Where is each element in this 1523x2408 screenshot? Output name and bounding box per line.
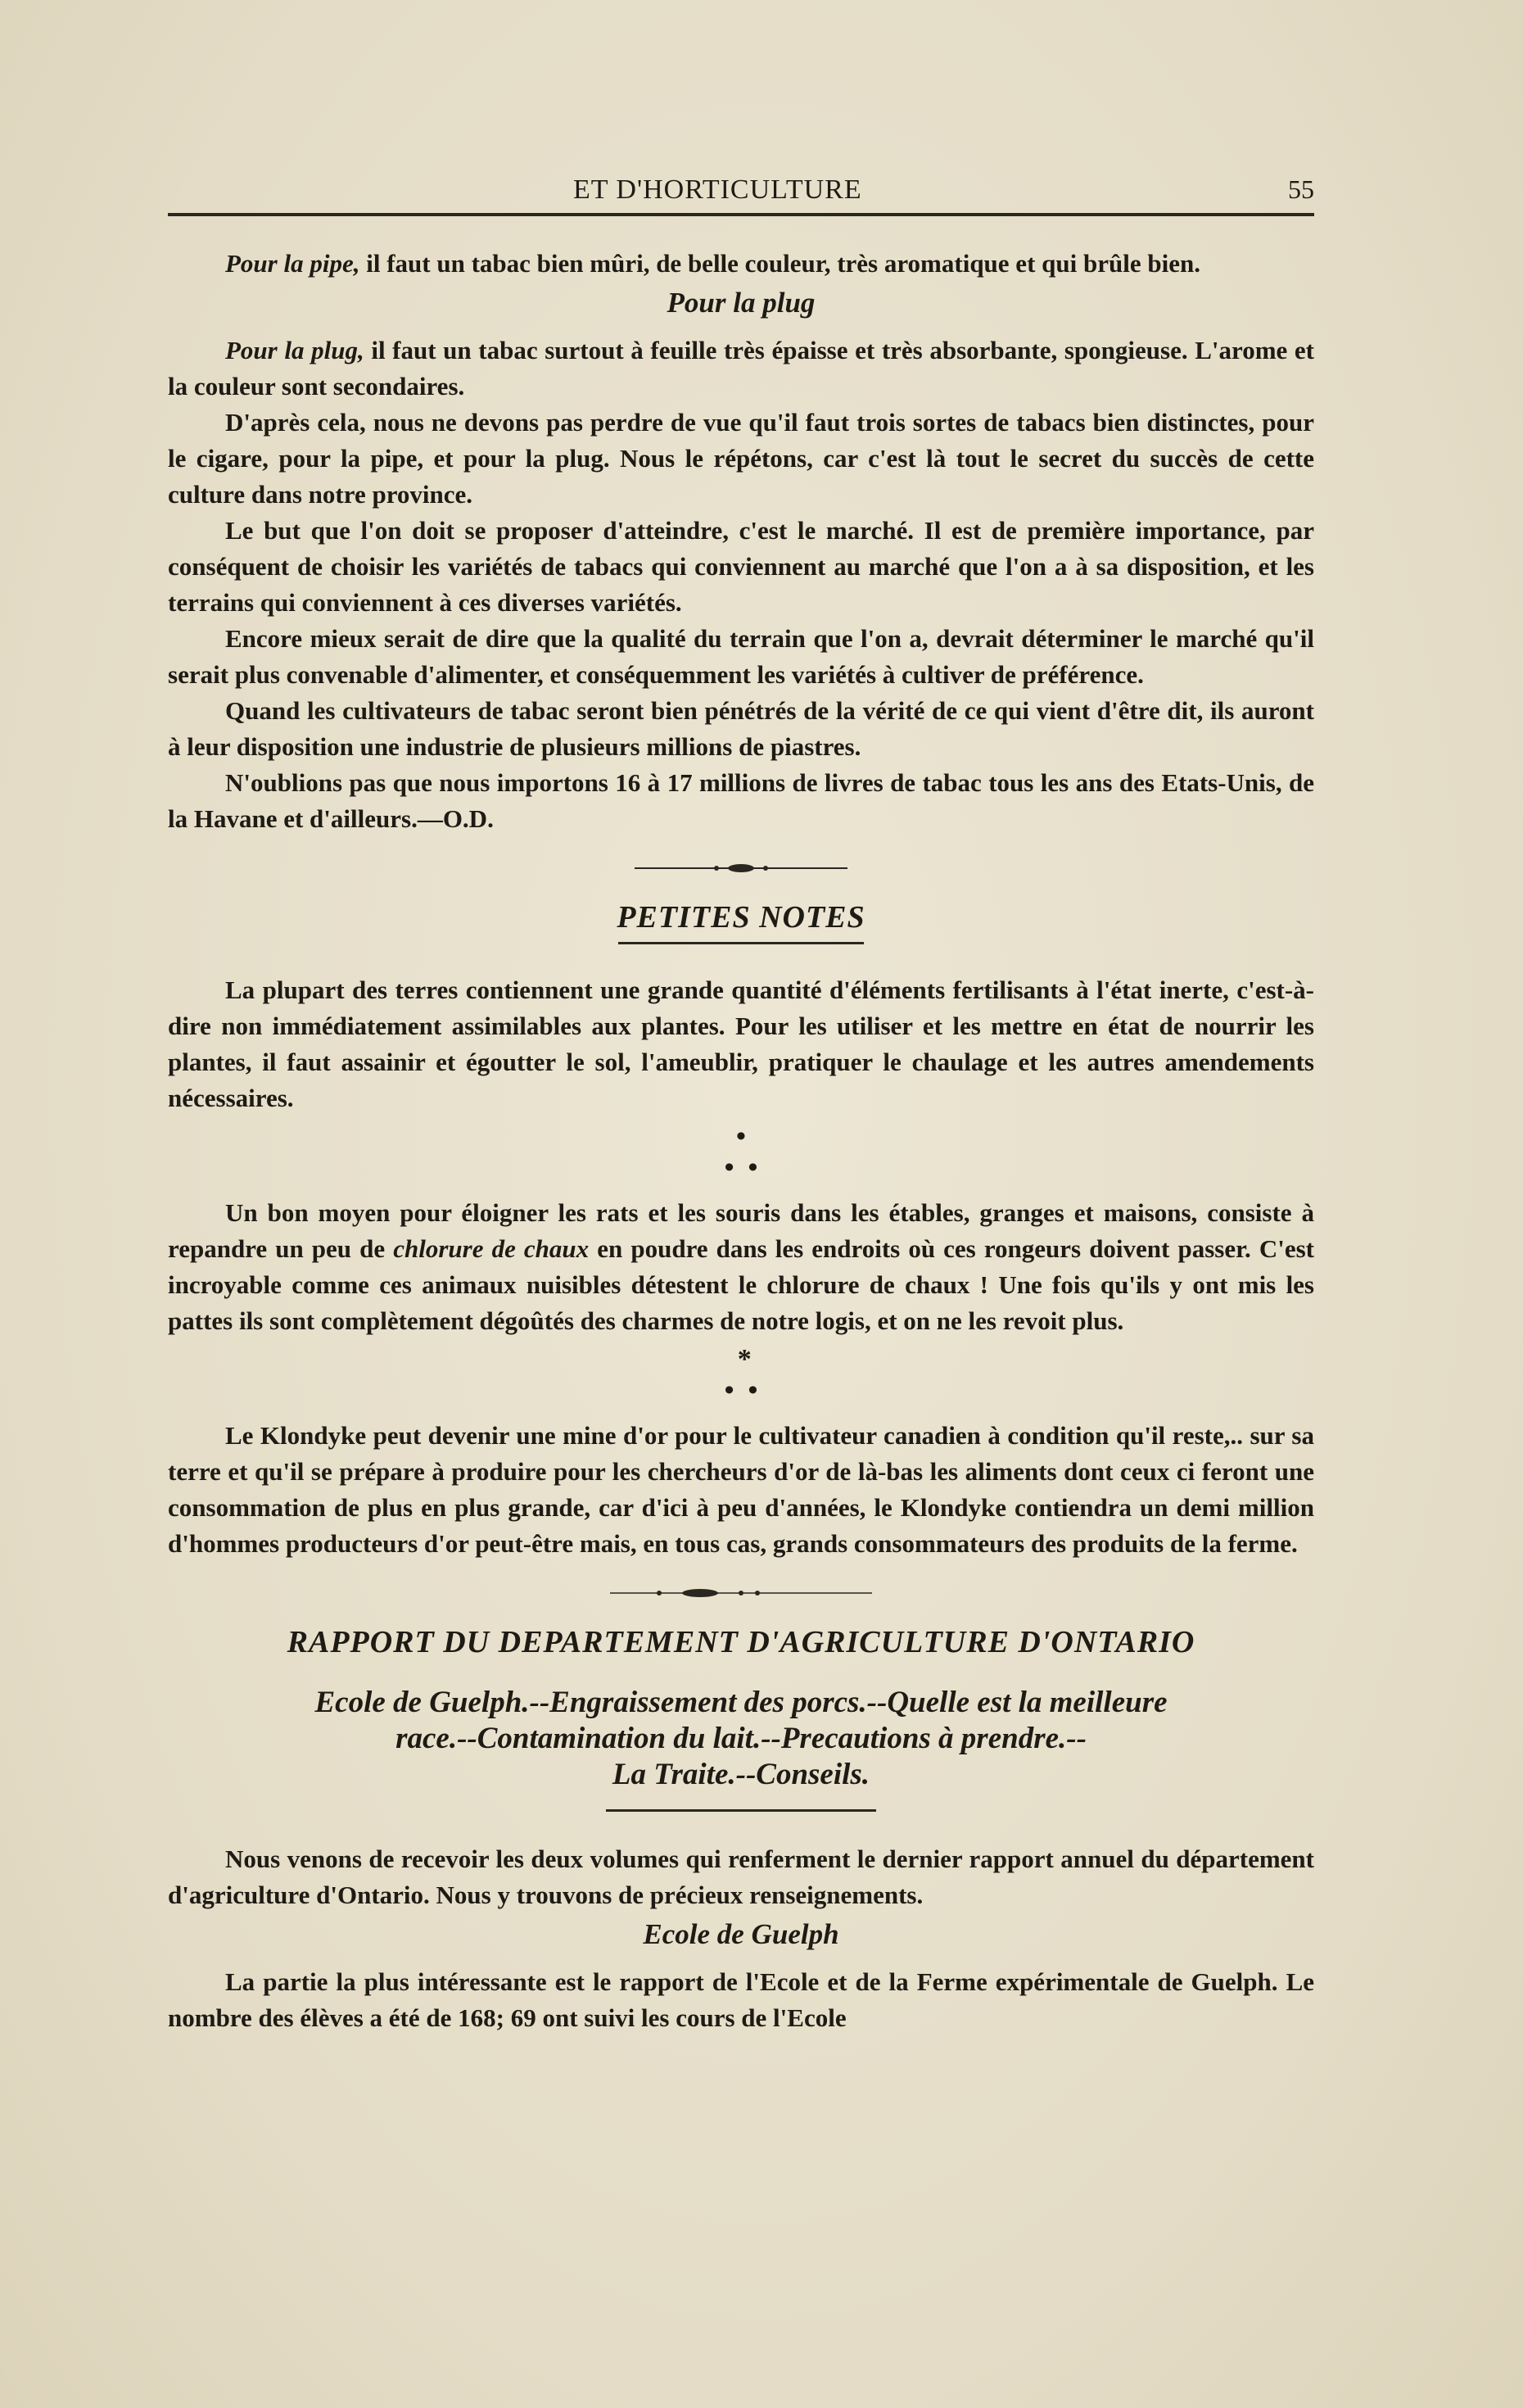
report-subtitle-line: La Traite.--Conseils. xyxy=(612,1758,870,1791)
header-rule xyxy=(168,213,1314,216)
tabac-paragraph: N'oublions pas que nous importons 16 à 17 millions de livres de tabac tous les ans des Etats-Unis, de la Havane et d'ailleurs.—O.D. xyxy=(168,768,1314,833)
section-title-petites-notes: PETITES NOTES xyxy=(617,900,865,935)
page-number: 55 xyxy=(1288,174,1314,204)
report-subtitle-line: race.--Contamination du lait.--Precautions à prendre.-- xyxy=(395,1722,1087,1755)
note-paragraph xyxy=(168,1195,1314,1339)
pipe-paragraph xyxy=(168,246,1314,282)
tabac-paragraph: Le but que l'on doit se proposer d'atteindre, c'est le marché. Il est de première importance, par conséquent de choisir les variétés de tabacs qui conviennent au marché que l'on a à sa disposition, et les terrains qui conviennent à ces diverses variétés. xyxy=(168,516,1314,617)
pipe-text: il faut un tabac bien mûri, de belle couleur, très aromatique et qui brûle bien. xyxy=(359,249,1200,278)
note-paragraph: La plupart des terres contiennent une grande quantité d'éléments fertilisants à l'état inerte, c'est-à-dire non immédiatement assimilables aux plantes. Pour les utiliser et les mettre en état de nourrir les plantes, il faut assainir et égoutter le sol, l'ameublir, pratiquer le chaulage et les autres amendements nécessaires. xyxy=(168,975,1314,1112)
page-content xyxy=(168,246,1314,2036)
ornament-divider xyxy=(610,1586,872,1600)
asterism-divider: • • • xyxy=(724,1121,758,1183)
plug-lead: Pour la plug, xyxy=(225,336,364,364)
report-subtitle xyxy=(168,1685,1314,1793)
pipe-lead: Pour la pipe, xyxy=(225,249,360,278)
tabac-paragraph: Encore mieux serait de dire que la qualité du terrain que l'on a, devrait déterminer le marché qu'il serait plus convenable d'alimenter, et conséquemment les variétés à cultiver de préférence. xyxy=(168,624,1314,689)
note-paragraph: Le Klondyke peut devenir une mine d'or pour le cultivateur canadien à condition qu'il reste,.. sur sa terre et qu'il se prépare à produire pour les chercheurs d'or de là-bas les aliments dont ceux ci feront une consommation de plus en plus grande, car d'ici à peu d'années, le Klondyke contiendra un demi million d'hommes producteurs d'or peut-être mais, en tous cas, grands consommateurs des produits de la ferme. xyxy=(168,1421,1314,1558)
running-title: ET D'HORTICULTURE xyxy=(573,174,862,205)
note2-emphasis: chlorure de chaux xyxy=(393,1234,590,1263)
plug-heading: Pour la plug xyxy=(667,287,816,319)
asterism-divider: * • • xyxy=(724,1344,758,1405)
ornament-divider xyxy=(635,862,847,875)
note2-text-end: en poudre dans les endroits où ces rongeurs doivent passer. C'est incroyable comme ces animaux nuisibles détestent le chlorure de chaux ! Une fois qu'ils y ont mis les pattes ils sont complètement dégoûtés des charmes de notre logis, et on ne les revoit plus. xyxy=(168,1234,1314,1335)
tabac-paragraph: Quand les cultivateurs de tabac seront bien pénétrés de la vérité de ce qui vient d'être dit, ils auront à leur disposition une industrie de plusieurs millions de piastres. xyxy=(168,696,1314,761)
report-intro: Nous venons de recevoir les deux volumes qui renferment le dernier rapport annuel du département d'agriculture d'Ontario. Nous y trouvons de précieux renseignements. xyxy=(168,1844,1314,1909)
report-subtitle-line: Ecole de Guelph.--Engraissement des porcs.--Quelle est la meilleure xyxy=(314,1686,1168,1719)
plug-paragraph xyxy=(168,333,1314,405)
tabac-paragraph: D'après cela, nous ne devons pas perdre de vue qu'il faut trois sortes de tabacs bien distinctes, pour le cigare, pour la pipe, et pour la plug. Nous le répétons, car c'est là tout le secret du succès de cette culture dans notre province. xyxy=(168,408,1314,509)
subtitle-rule xyxy=(606,1809,876,1812)
note2-text-start: Un bon moyen pour éloigner les rats et les souris dans les étables, granges et maisons, consiste à repandre un peu de xyxy=(168,1198,1314,1263)
title-rule xyxy=(618,942,864,944)
section-title-rapport: RAPPORT DU DEPARTEMENT D'AGRICULTURE D'ONTARIO xyxy=(287,1625,1195,1659)
plug-text: il faut un tabac surtout à feuille très épaisse et très absorbante, spongieuse. L'arome et la couleur sont secondaires. xyxy=(168,336,1314,401)
school-paragraph: La partie la plus intéressante est le rapport de l'Ecole et de la Ferme expérimentale de Guelph. Le nombre des élèves a été de 168; 69 ont suivi les cours de l'Ecole xyxy=(168,1967,1314,2032)
school-heading: Ecole de Guelph xyxy=(643,1918,839,1950)
page-header xyxy=(168,168,1314,207)
